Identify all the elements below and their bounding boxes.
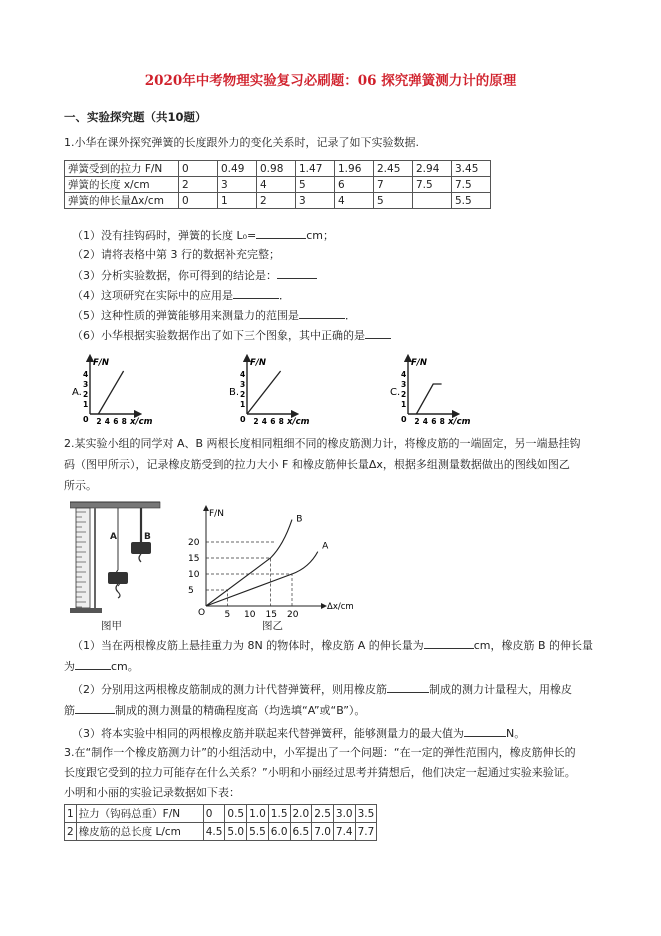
x-axis-label: x/cm bbox=[448, 417, 471, 427]
row-index: 2 bbox=[65, 823, 77, 841]
answer-blank[interactable] bbox=[256, 227, 306, 239]
graph-option-label[interactable]: B. bbox=[229, 387, 240, 398]
y-tick-label: 4 bbox=[401, 370, 407, 379]
page-title: 2020年中考物理实验复习必刷题：06 探究弹簧测力计的原理 bbox=[144, 73, 517, 89]
y-tick-label: 4 bbox=[240, 370, 246, 379]
x-tick-label: 2 bbox=[253, 417, 259, 426]
graph-option-b bbox=[229, 358, 310, 427]
table-row bbox=[65, 193, 491, 209]
figure-yi-caption: 图乙 bbox=[262, 620, 283, 632]
graph-option-c bbox=[390, 358, 471, 427]
row-header: 拉力（钩码总重）F/N bbox=[76, 805, 203, 823]
table-cell: 1.0 bbox=[247, 805, 269, 823]
q2-sub3: （3）将本实验中相同的两根橡皮筋并联起来代替弹簧秤，能够测量力的最大值为 N。 bbox=[72, 727, 526, 740]
table-cell: 7 bbox=[374, 177, 413, 193]
table-cell: 7.5 bbox=[413, 177, 452, 193]
table-cell: 5 bbox=[296, 177, 335, 193]
table-cell: 0.49 bbox=[218, 161, 257, 177]
answer-blank[interactable] bbox=[387, 681, 429, 693]
table-cell: 7.0 bbox=[312, 823, 334, 841]
y-tick-label: 4 bbox=[83, 370, 89, 379]
table-cell: 3.5 bbox=[355, 805, 377, 823]
answer-blank[interactable] bbox=[464, 725, 506, 737]
table-cell: 5.0 bbox=[225, 823, 247, 841]
y-tick-label: 15 bbox=[188, 554, 200, 564]
section-heading: 一、实验探究题（共10题） bbox=[64, 110, 207, 124]
q3-stem-line2: 长度跟它受到的拉力可能存在什么关系？”小明和小丽经过思考并猜想后，他们决定一起通过实验来验证。 bbox=[64, 766, 576, 779]
y-tick-label: 20 bbox=[188, 538, 200, 548]
table-cell: 0 bbox=[179, 161, 218, 177]
table-cell: 4 bbox=[335, 193, 374, 209]
table-cell: 4.5 bbox=[203, 823, 225, 841]
table-cell: 2 bbox=[257, 193, 296, 209]
q1-sub4: （4）这项研究在实际中的应用是 ． bbox=[72, 289, 290, 302]
weight-b bbox=[131, 542, 151, 554]
x-tick-label: 6 bbox=[270, 417, 276, 426]
table-cell bbox=[413, 193, 452, 209]
y-tick-label: 3 bbox=[401, 380, 407, 389]
q2-sub2-line1: （2）分别用这两根橡皮筋制成的测力计代替弹簧秤，则用橡皮筋 制成的测力计量程大，用橡皮 bbox=[72, 683, 572, 696]
table-row bbox=[65, 177, 491, 193]
table-cell: 4 bbox=[257, 177, 296, 193]
y-axis-label: F/N bbox=[250, 358, 267, 368]
x-tick-label: 8 bbox=[121, 417, 127, 426]
table-cell: 0.5 bbox=[225, 805, 247, 823]
y-tick-label: 1 bbox=[401, 400, 407, 409]
origin-label: 0 bbox=[240, 415, 246, 424]
y-tick-label: 3 bbox=[83, 380, 89, 389]
q1-sub6: （6）小华根据实验数据作出了如下三个图象，其中正确的是 bbox=[72, 327, 391, 343]
q3-stem-line1: 3.在“制作一个橡皮筋测力计”的小组活动中，小军提出了一个问题：“在一定的弹性范围内，橡皮筋伸长的 bbox=[64, 746, 576, 759]
x-tick-label: 10 bbox=[244, 610, 256, 620]
x-tick-label: 5 bbox=[224, 610, 231, 620]
x-tick-label: 20 bbox=[287, 610, 299, 620]
table-cell: 7.4 bbox=[333, 823, 355, 841]
x-tick-label: 8 bbox=[278, 417, 284, 426]
x-axis-label: x/cm bbox=[130, 417, 153, 427]
graph-line bbox=[247, 371, 281, 414]
table-cell: 7.5 bbox=[452, 177, 491, 193]
table-cell: 1.47 bbox=[296, 161, 335, 177]
curve-b bbox=[206, 520, 292, 606]
q2-sub1-line2: 为 cm。 bbox=[64, 660, 139, 673]
q2-sub1-line1: （1）当在两根橡皮筋上悬挂重力为 8N 的物体时，橡皮筋 A 的伸长量为 cm，橡皮筋 B 的伸长量 bbox=[72, 639, 594, 652]
graph-option-a bbox=[72, 358, 153, 427]
answer-blank[interactable] bbox=[299, 307, 345, 319]
table-cell: 2.45 bbox=[374, 161, 413, 177]
graph-line bbox=[416, 384, 441, 414]
x-tick-label: 15 bbox=[265, 610, 277, 620]
table-cell: 3 bbox=[296, 193, 335, 209]
answer-blank[interactable] bbox=[277, 267, 317, 279]
x-tick-label: 6 bbox=[431, 417, 437, 426]
q1-sub1: （1）没有挂钩码时，弹簧的长度 L₀= cm； bbox=[72, 229, 335, 242]
row-header: 弹簧受到的拉力 F/N bbox=[65, 161, 179, 177]
q2-stem-line1: 2.某实验小组的同学对 A、B 两根长度相同粗细不同的橡皮筋测力计，将橡皮筋的一端固定，另一端悬挂钩 bbox=[64, 437, 581, 450]
row-header: 弹簧的长度 x/cm bbox=[65, 177, 179, 193]
q1-sub2: （2）请将表格中第 3 行的数据补充完整； bbox=[72, 248, 280, 261]
y-axis-label: F/N bbox=[411, 358, 428, 368]
x-tick-label: 4 bbox=[261, 417, 268, 426]
y-tick-label: 2 bbox=[83, 390, 89, 399]
x-tick-label: 6 bbox=[113, 417, 119, 426]
answer-blank[interactable] bbox=[233, 287, 279, 299]
table-cell: 2.5 bbox=[312, 805, 334, 823]
x-tick-label: 4 bbox=[104, 417, 111, 426]
origin-label: 0 bbox=[401, 415, 407, 424]
table-cell: 2.0 bbox=[290, 805, 312, 823]
origin-label: O bbox=[198, 608, 206, 618]
table-cell: 7.7 bbox=[355, 823, 377, 841]
table-cell: 0 bbox=[179, 193, 218, 209]
graph-line bbox=[98, 371, 123, 414]
x-axis-label: x/cm bbox=[287, 417, 310, 427]
curve-b-label: B bbox=[296, 514, 303, 525]
table-cell: 0 bbox=[203, 805, 225, 823]
table-cell: 6.5 bbox=[290, 823, 312, 841]
answer-blank[interactable] bbox=[424, 637, 474, 649]
y-tick-label: 1 bbox=[83, 400, 89, 409]
x-tick-label: 8 bbox=[439, 417, 445, 426]
x-tick-label: 2 bbox=[96, 417, 102, 426]
table-row bbox=[65, 823, 377, 841]
table-cell: 6.0 bbox=[268, 823, 290, 841]
y-tick-label: 10 bbox=[188, 570, 200, 580]
table-cell: 0.98 bbox=[257, 161, 296, 177]
figure-jia bbox=[70, 498, 180, 622]
origin-label: 0 bbox=[83, 415, 89, 424]
x-axis-label: Δx/cm bbox=[327, 602, 354, 612]
q2-stem-line3: 所示。 bbox=[64, 479, 97, 492]
figure-yi-chart bbox=[178, 502, 368, 626]
q2-stem-line2: 码（图甲所示），记录橡皮筋受到的拉力大小 F 和橡皮筋伸长量Δx，根据多组测量数据做出的图线如图乙 bbox=[64, 458, 570, 471]
table-cell: 3.0 bbox=[333, 805, 355, 823]
y-axis-label: F/N bbox=[209, 509, 224, 519]
table-cell: 1.96 bbox=[335, 161, 374, 177]
q1-data-table bbox=[64, 160, 491, 209]
table-cell: 2.94 bbox=[413, 161, 452, 177]
y-tick-label: 3 bbox=[240, 380, 246, 389]
x-tick-label: 2 bbox=[414, 417, 420, 426]
table-cell: 3 bbox=[218, 177, 257, 193]
x-tick-label: 4 bbox=[422, 417, 429, 426]
band-a-label: A bbox=[110, 532, 117, 542]
table-cell: 5.5 bbox=[247, 823, 269, 841]
y-tick-label: 1 bbox=[240, 400, 246, 409]
y-tick-label: 5 bbox=[188, 586, 194, 596]
table-cell: 1.5 bbox=[268, 805, 290, 823]
answer-blank[interactable] bbox=[365, 327, 391, 339]
answer-blank[interactable] bbox=[75, 658, 111, 670]
graph-option-label[interactable]: C. bbox=[390, 387, 401, 398]
q1-stem: 1.小华在课外探究弹簧的长度跟外力的变化关系时，记录了如下实验数据. bbox=[64, 136, 419, 149]
row-header: 弹簧的伸长量Δx/cm bbox=[65, 193, 179, 209]
table-row bbox=[65, 161, 491, 177]
q1-graphs bbox=[64, 352, 584, 432]
table-cell: 2 bbox=[179, 177, 218, 193]
figure-jia-caption: 图甲 bbox=[101, 620, 122, 632]
row-index: 1 bbox=[65, 805, 77, 823]
band-b-label: B bbox=[144, 532, 151, 542]
curve-a bbox=[206, 552, 318, 606]
y-tick-label: 2 bbox=[240, 390, 246, 399]
q3-data-table bbox=[64, 804, 377, 841]
graph-option-label[interactable]: A. bbox=[72, 387, 82, 398]
y-axis-label: F/N bbox=[93, 358, 110, 368]
q1-sub5: （5）这种性质的弹簧能够用来测量力的范围是 ． bbox=[72, 309, 356, 322]
q3-stem-line3: 小明和小丽的实验记录数据如下表： bbox=[64, 786, 240, 799]
answer-blank[interactable] bbox=[75, 702, 115, 714]
curve-a-label: A bbox=[322, 541, 329, 552]
table-cell: 1 bbox=[218, 193, 257, 209]
table-row bbox=[65, 805, 377, 823]
row-header: 橡皮筋的总长度 L/cm bbox=[76, 823, 203, 841]
table-cell: 6 bbox=[335, 177, 374, 193]
table-cell: 5 bbox=[374, 193, 413, 209]
q1-sub3: （3）分析实验数据，你可得到的结论是： bbox=[72, 267, 317, 283]
table-cell: 5.5 bbox=[452, 193, 491, 209]
y-tick-label: 2 bbox=[401, 390, 407, 399]
weight-a bbox=[108, 572, 128, 584]
table-cell: 3.45 bbox=[452, 161, 491, 177]
q2-sub2-line2: 筋 制成的测力测量的精确程度高（均选填“A”或“B”）。 bbox=[64, 704, 366, 717]
